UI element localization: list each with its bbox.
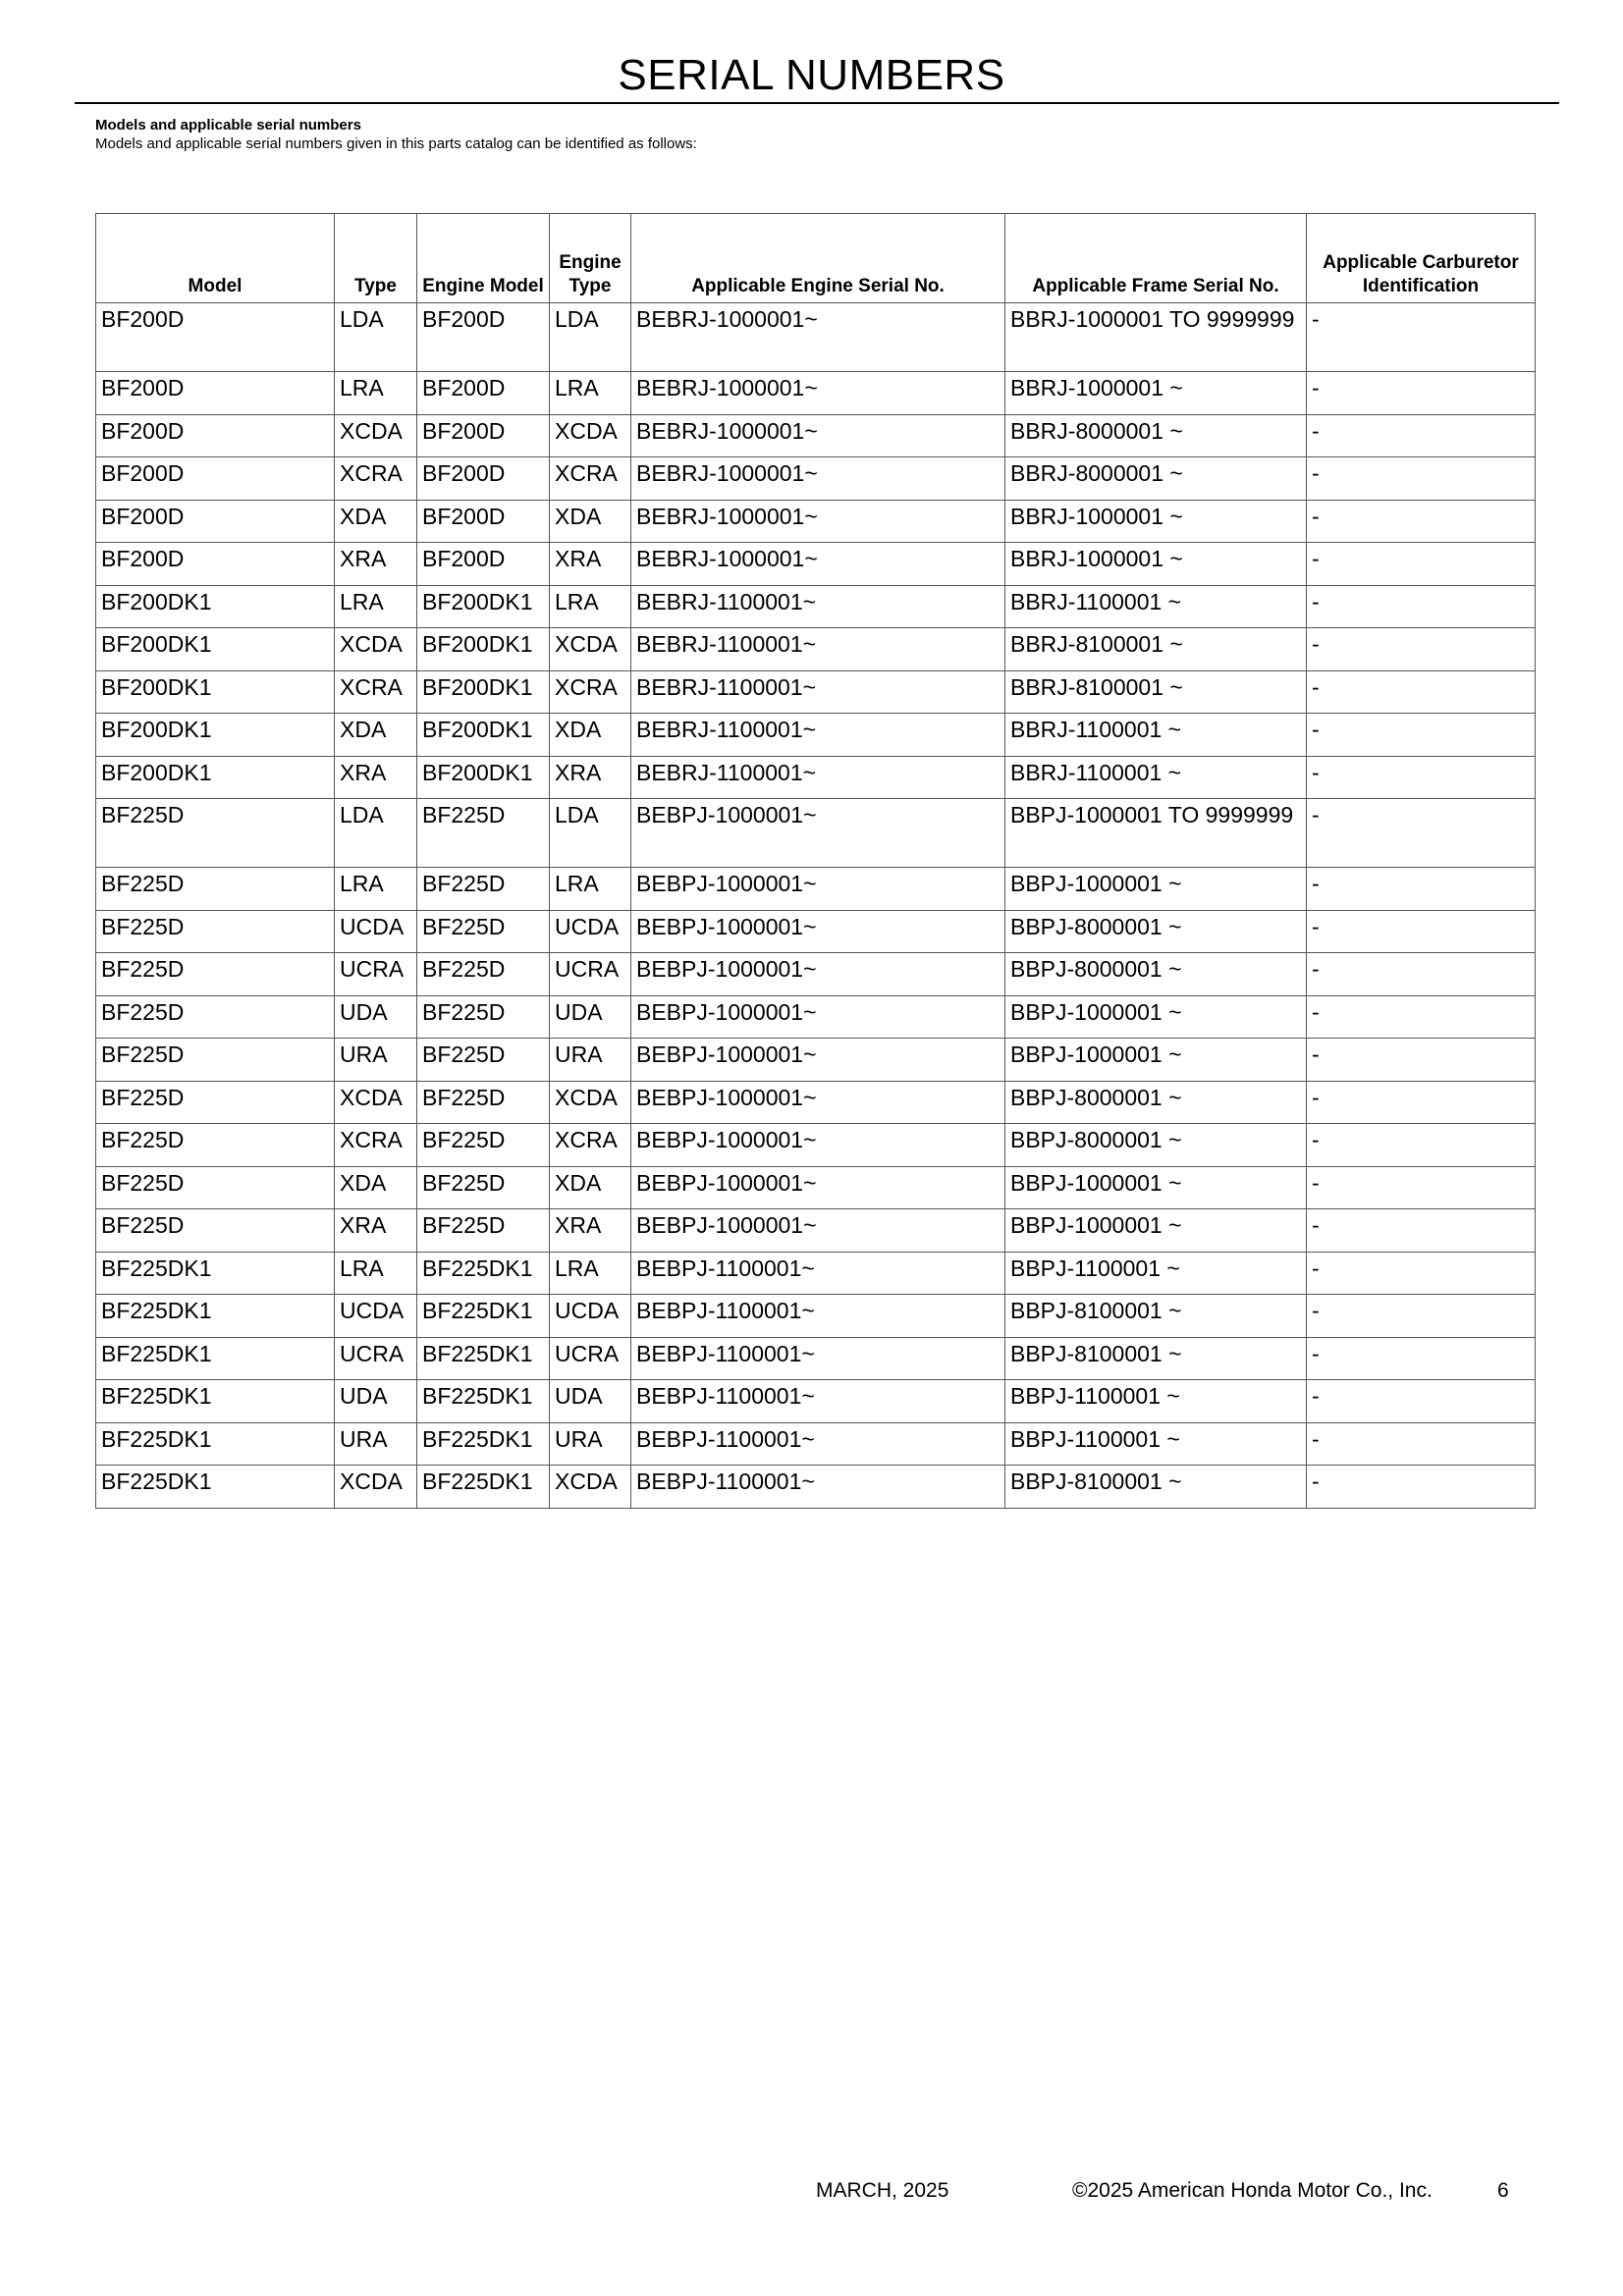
table-row xyxy=(96,1466,1536,1509)
cell-frame-serial: BBRJ-1000001 ~ xyxy=(1005,372,1307,415)
header-row xyxy=(96,214,1536,303)
cell-frame-serial: BBPJ-1000001 TO 9999999 xyxy=(1005,799,1307,868)
cell-engine-serial: BEBPJ-1000001~ xyxy=(631,995,1005,1039)
cell-model: BF225D xyxy=(96,953,335,996)
table-row xyxy=(96,714,1536,757)
header-engine-serial: Applicable Engine Serial No. xyxy=(631,214,1005,303)
cell-engine-model: BF200DK1 xyxy=(417,628,550,671)
cell-engine-serial: BEBPJ-1100001~ xyxy=(631,1252,1005,1295)
cell-engine-serial: BEBRJ-1000001~ xyxy=(631,414,1005,457)
cell-engine-model: BF200DK1 xyxy=(417,670,550,714)
cell-type: UDA xyxy=(335,1380,417,1423)
cell-type: XCDA xyxy=(335,628,417,671)
cell-carburetor: - xyxy=(1307,995,1536,1039)
cell-carburetor: - xyxy=(1307,799,1536,868)
cell-type: UCDA xyxy=(335,910,417,953)
cell-engine-model: BF200D xyxy=(417,414,550,457)
cell-type: XDA xyxy=(335,1166,417,1209)
cell-engine-serial: BEBPJ-1000001~ xyxy=(631,1209,1005,1253)
cell-engine-serial: BEBRJ-1000001~ xyxy=(631,543,1005,586)
table-row xyxy=(96,756,1536,799)
table-row xyxy=(96,1124,1536,1167)
cell-engine-type: XRA xyxy=(550,1209,631,1253)
cell-engine-serial: BEBPJ-1000001~ xyxy=(631,1081,1005,1124)
cell-frame-serial: BBPJ-8000001 ~ xyxy=(1005,910,1307,953)
cell-engine-model: BF225D xyxy=(417,953,550,996)
cell-engine-model: BF225D xyxy=(417,799,550,868)
cell-engine-type: UDA xyxy=(550,1380,631,1423)
cell-engine-type: UDA xyxy=(550,995,631,1039)
cell-engine-type: XDA xyxy=(550,500,631,543)
cell-engine-serial: BEBPJ-1100001~ xyxy=(631,1422,1005,1466)
table-row xyxy=(96,457,1536,501)
cell-carburetor: - xyxy=(1307,1166,1536,1209)
cell-carburetor: - xyxy=(1307,1422,1536,1466)
cell-frame-serial: BBRJ-1000001 ~ xyxy=(1005,543,1307,586)
cell-carburetor: - xyxy=(1307,500,1536,543)
cell-carburetor: - xyxy=(1307,414,1536,457)
cell-engine-model: BF225D xyxy=(417,995,550,1039)
cell-engine-serial: BEBPJ-1100001~ xyxy=(631,1380,1005,1423)
page-title: SERIAL NUMBERS xyxy=(618,51,1005,99)
cell-engine-model: BF225D xyxy=(417,868,550,911)
header-carburetor: Applicable Carburetor Identification xyxy=(1307,214,1536,303)
table-row xyxy=(96,1209,1536,1253)
table-row xyxy=(96,799,1536,868)
cell-engine-type: LRA xyxy=(550,372,631,415)
cell-model: BF200DK1 xyxy=(96,714,335,757)
cell-engine-model: BF200D xyxy=(417,303,550,372)
cell-engine-model: BF200DK1 xyxy=(417,756,550,799)
cell-model: BF200D xyxy=(96,457,335,501)
cell-type: UCRA xyxy=(335,1337,417,1380)
header-engine-type: Engine Type xyxy=(550,214,631,303)
cell-type: XCDA xyxy=(335,1466,417,1509)
cell-type: XRA xyxy=(335,756,417,799)
cell-carburetor: - xyxy=(1307,1466,1536,1509)
cell-frame-serial: BBPJ-1100001 ~ xyxy=(1005,1252,1307,1295)
cell-carburetor: - xyxy=(1307,1252,1536,1295)
cell-frame-serial: BBPJ-8100001 ~ xyxy=(1005,1466,1307,1509)
table-row xyxy=(96,303,1536,372)
cell-engine-model: BF225D xyxy=(417,1209,550,1253)
cell-frame-serial: BBPJ-1000001 ~ xyxy=(1005,868,1307,911)
cell-engine-model: BF225DK1 xyxy=(417,1380,550,1423)
cell-engine-type: UCRA xyxy=(550,1337,631,1380)
cell-type: LDA xyxy=(335,799,417,868)
cell-engine-model: BF225D xyxy=(417,1166,550,1209)
cell-engine-model: BF200D xyxy=(417,543,550,586)
table-row xyxy=(96,1295,1536,1338)
cell-model: BF225DK1 xyxy=(96,1337,335,1380)
table-row xyxy=(96,910,1536,953)
cell-engine-serial: BEBPJ-1000001~ xyxy=(631,910,1005,953)
cell-frame-serial: BBRJ-8000001 ~ xyxy=(1005,414,1307,457)
cell-engine-type: LDA xyxy=(550,799,631,868)
table-row xyxy=(96,953,1536,996)
cell-model: BF200DK1 xyxy=(96,628,335,671)
cell-model: BF200D xyxy=(96,372,335,415)
cell-carburetor: - xyxy=(1307,1380,1536,1423)
cell-carburetor: - xyxy=(1307,585,1536,628)
cell-carburetor: - xyxy=(1307,1081,1536,1124)
cell-model: BF225DK1 xyxy=(96,1422,335,1466)
table-row xyxy=(96,995,1536,1039)
cell-engine-serial: BEBRJ-1100001~ xyxy=(631,714,1005,757)
cell-engine-model: BF225DK1 xyxy=(417,1337,550,1380)
cell-model: BF225D xyxy=(96,1039,335,1082)
cell-model: BF200D xyxy=(96,543,335,586)
cell-engine-type: XCRA xyxy=(550,457,631,501)
cell-engine-type: XRA xyxy=(550,543,631,586)
table-row xyxy=(96,868,1536,911)
cell-type: UCRA xyxy=(335,953,417,996)
cell-frame-serial: BBRJ-1100001 ~ xyxy=(1005,585,1307,628)
cell-model: BF200DK1 xyxy=(96,670,335,714)
cell-type: XCRA xyxy=(335,670,417,714)
cell-engine-type: UCDA xyxy=(550,1295,631,1338)
cell-model: BF225D xyxy=(96,995,335,1039)
cell-carburetor: - xyxy=(1307,303,1536,372)
cell-carburetor: - xyxy=(1307,543,1536,586)
intro-text: Models and applicable serial numbers given in this parts catalog can be identified as follows: xyxy=(95,135,697,152)
cell-engine-serial: BEBPJ-1100001~ xyxy=(631,1337,1005,1380)
cell-model: BF225D xyxy=(96,868,335,911)
header-model: Model xyxy=(96,214,335,303)
cell-model: BF225D xyxy=(96,799,335,868)
cell-carburetor: - xyxy=(1307,670,1536,714)
table-row xyxy=(96,1039,1536,1082)
cell-engine-model: BF200D xyxy=(417,500,550,543)
table-row xyxy=(96,670,1536,714)
cell-frame-serial: BBPJ-8100001 ~ xyxy=(1005,1295,1307,1338)
cell-frame-serial: BBPJ-1000001 ~ xyxy=(1005,995,1307,1039)
cell-engine-serial: BEBPJ-1000001~ xyxy=(631,799,1005,868)
cell-frame-serial: BBRJ-1100001 ~ xyxy=(1005,756,1307,799)
cell-model: BF200DK1 xyxy=(96,756,335,799)
table-row xyxy=(96,414,1536,457)
cell-frame-serial: BBPJ-1100001 ~ xyxy=(1005,1422,1307,1466)
cell-engine-type: XRA xyxy=(550,756,631,799)
intro-block xyxy=(95,116,697,153)
table-row xyxy=(96,1252,1536,1295)
cell-model: BF225DK1 xyxy=(96,1252,335,1295)
table-row xyxy=(96,1380,1536,1423)
cell-frame-serial: BBPJ-8000001 ~ xyxy=(1005,953,1307,996)
cell-engine-type: LRA xyxy=(550,585,631,628)
cell-type: XRA xyxy=(335,1209,417,1253)
cell-engine-type: XDA xyxy=(550,714,631,757)
cell-type: UCDA xyxy=(335,1295,417,1338)
cell-engine-type: XCDA xyxy=(550,628,631,671)
cell-engine-model: BF225D xyxy=(417,1124,550,1167)
cell-carburetor: - xyxy=(1307,953,1536,996)
header-type: Type xyxy=(335,214,417,303)
table-row xyxy=(96,1422,1536,1466)
cell-engine-serial: BEBRJ-1100001~ xyxy=(631,670,1005,714)
cell-engine-serial: BEBRJ-1000001~ xyxy=(631,457,1005,501)
cell-engine-serial: BEBPJ-1100001~ xyxy=(631,1466,1005,1509)
table-row xyxy=(96,1081,1536,1124)
cell-engine-type: XCDA xyxy=(550,1466,631,1509)
cell-carburetor: - xyxy=(1307,910,1536,953)
cell-engine-model: BF200DK1 xyxy=(417,585,550,628)
cell-engine-type: LDA xyxy=(550,303,631,372)
cell-carburetor: - xyxy=(1307,714,1536,757)
cell-type: LDA xyxy=(335,303,417,372)
footer-page-number: 6 xyxy=(1497,2179,1509,2202)
cell-frame-serial: BBRJ-8100001 ~ xyxy=(1005,670,1307,714)
cell-engine-serial: BEBRJ-1000001~ xyxy=(631,500,1005,543)
cell-engine-type: XCRA xyxy=(550,670,631,714)
header-engine-model: Engine Model xyxy=(417,214,550,303)
table-row xyxy=(96,1166,1536,1209)
cell-engine-serial: BEBRJ-1100001~ xyxy=(631,585,1005,628)
cell-engine-model: BF200D xyxy=(417,457,550,501)
cell-type: XRA xyxy=(335,543,417,586)
footer-date: MARCH, 2025 xyxy=(816,2179,949,2202)
cell-carburetor: - xyxy=(1307,1209,1536,1253)
cell-engine-serial: BEBPJ-1000001~ xyxy=(631,868,1005,911)
cell-engine-model: BF225D xyxy=(417,1081,550,1124)
cell-engine-type: XCDA xyxy=(550,1081,631,1124)
cell-type: XCDA xyxy=(335,1081,417,1124)
cell-frame-serial: BBPJ-8000001 ~ xyxy=(1005,1124,1307,1167)
cell-frame-serial: BBRJ-8100001 ~ xyxy=(1005,628,1307,671)
table-row xyxy=(96,372,1536,415)
cell-type: XCRA xyxy=(335,1124,417,1167)
cell-model: BF225D xyxy=(96,1166,335,1209)
cell-type: LRA xyxy=(335,1252,417,1295)
cell-type: URA xyxy=(335,1039,417,1082)
cell-carburetor: - xyxy=(1307,628,1536,671)
cell-model: BF225DK1 xyxy=(96,1466,335,1509)
cell-model: BF200DK1 xyxy=(96,585,335,628)
cell-frame-serial: BBRJ-1100001 ~ xyxy=(1005,714,1307,757)
cell-frame-serial: BBRJ-1000001 ~ xyxy=(1005,500,1307,543)
table-row xyxy=(96,628,1536,671)
cell-engine-model: BF225DK1 xyxy=(417,1295,550,1338)
cell-frame-serial: BBPJ-1000001 ~ xyxy=(1005,1039,1307,1082)
cell-engine-type: XDA xyxy=(550,1166,631,1209)
cell-engine-type: URA xyxy=(550,1039,631,1082)
cell-engine-serial: BEBRJ-1000001~ xyxy=(631,303,1005,372)
intro-heading: Models and applicable serial numbers xyxy=(95,117,361,133)
cell-engine-model: BF225D xyxy=(417,1039,550,1082)
cell-engine-serial: BEBPJ-1100001~ xyxy=(631,1295,1005,1338)
cell-engine-model: BF225DK1 xyxy=(417,1422,550,1466)
cell-frame-serial: BBPJ-1000001 ~ xyxy=(1005,1166,1307,1209)
cell-engine-model: BF225DK1 xyxy=(417,1252,550,1295)
cell-carburetor: - xyxy=(1307,756,1536,799)
serial-numbers-table xyxy=(95,213,1536,1509)
cell-engine-model: BF200DK1 xyxy=(417,714,550,757)
table-header xyxy=(96,214,1536,303)
cell-carburetor: - xyxy=(1307,1295,1536,1338)
cell-model: BF225D xyxy=(96,1124,335,1167)
cell-carburetor: - xyxy=(1307,457,1536,501)
cell-engine-type: LRA xyxy=(550,1252,631,1295)
table-row xyxy=(96,543,1536,586)
cell-engine-type: LRA xyxy=(550,868,631,911)
cell-engine-serial: BEBRJ-1100001~ xyxy=(631,628,1005,671)
cell-type: XDA xyxy=(335,500,417,543)
table-row xyxy=(96,585,1536,628)
title-divider xyxy=(75,102,1559,104)
cell-engine-model: BF200D xyxy=(417,372,550,415)
cell-engine-type: UCRA xyxy=(550,953,631,996)
cell-frame-serial: BBPJ-1000001 ~ xyxy=(1005,1209,1307,1253)
cell-frame-serial: BBPJ-8100001 ~ xyxy=(1005,1337,1307,1380)
cell-carburetor: - xyxy=(1307,1337,1536,1380)
cell-model: BF225D xyxy=(96,1081,335,1124)
cell-frame-serial: BBRJ-8000001 ~ xyxy=(1005,457,1307,501)
cell-type: XCRA xyxy=(335,457,417,501)
cell-engine-serial: BEBPJ-1000001~ xyxy=(631,953,1005,996)
cell-carburetor: - xyxy=(1307,1124,1536,1167)
cell-engine-serial: BEBPJ-1000001~ xyxy=(631,1124,1005,1167)
cell-type: UDA xyxy=(335,995,417,1039)
cell-type: LRA xyxy=(335,372,417,415)
cell-engine-serial: BEBPJ-1000001~ xyxy=(631,1166,1005,1209)
header-frame-serial: Applicable Frame Serial No. xyxy=(1005,214,1307,303)
cell-model: BF225D xyxy=(96,1209,335,1253)
table-row xyxy=(96,500,1536,543)
cell-carburetor: - xyxy=(1307,372,1536,415)
cell-engine-type: XCRA xyxy=(550,1124,631,1167)
cell-frame-serial: BBPJ-1100001 ~ xyxy=(1005,1380,1307,1423)
cell-type: URA xyxy=(335,1422,417,1466)
cell-engine-serial: BEBRJ-1000001~ xyxy=(631,372,1005,415)
cell-frame-serial: BBRJ-1000001 TO 9999999 xyxy=(1005,303,1307,372)
cell-engine-type: XCDA xyxy=(550,414,631,457)
footer-copyright: ©2025 American Honda Motor Co., Inc. xyxy=(1072,2179,1433,2202)
cell-type: XDA xyxy=(335,714,417,757)
cell-model: BF200D xyxy=(96,303,335,372)
cell-engine-serial: BEBPJ-1000001~ xyxy=(631,1039,1005,1082)
cell-carburetor: - xyxy=(1307,1039,1536,1082)
cell-type: XCDA xyxy=(335,414,417,457)
cell-engine-model: BF225DK1 xyxy=(417,1466,550,1509)
cell-engine-type: UCDA xyxy=(550,910,631,953)
cell-engine-serial: BEBRJ-1100001~ xyxy=(631,756,1005,799)
cell-type: LRA xyxy=(335,585,417,628)
table-body xyxy=(96,303,1536,1509)
cell-model: BF200D xyxy=(96,500,335,543)
cell-model: BF225DK1 xyxy=(96,1380,335,1423)
cell-frame-serial: BBPJ-8000001 ~ xyxy=(1005,1081,1307,1124)
cell-model: BF225D xyxy=(96,910,335,953)
cell-model: BF200D xyxy=(96,414,335,457)
cell-model: BF225DK1 xyxy=(96,1295,335,1338)
cell-carburetor: - xyxy=(1307,868,1536,911)
cell-engine-type: URA xyxy=(550,1422,631,1466)
table-row xyxy=(96,1337,1536,1380)
cell-engine-model: BF225D xyxy=(417,910,550,953)
cell-type: LRA xyxy=(335,868,417,911)
